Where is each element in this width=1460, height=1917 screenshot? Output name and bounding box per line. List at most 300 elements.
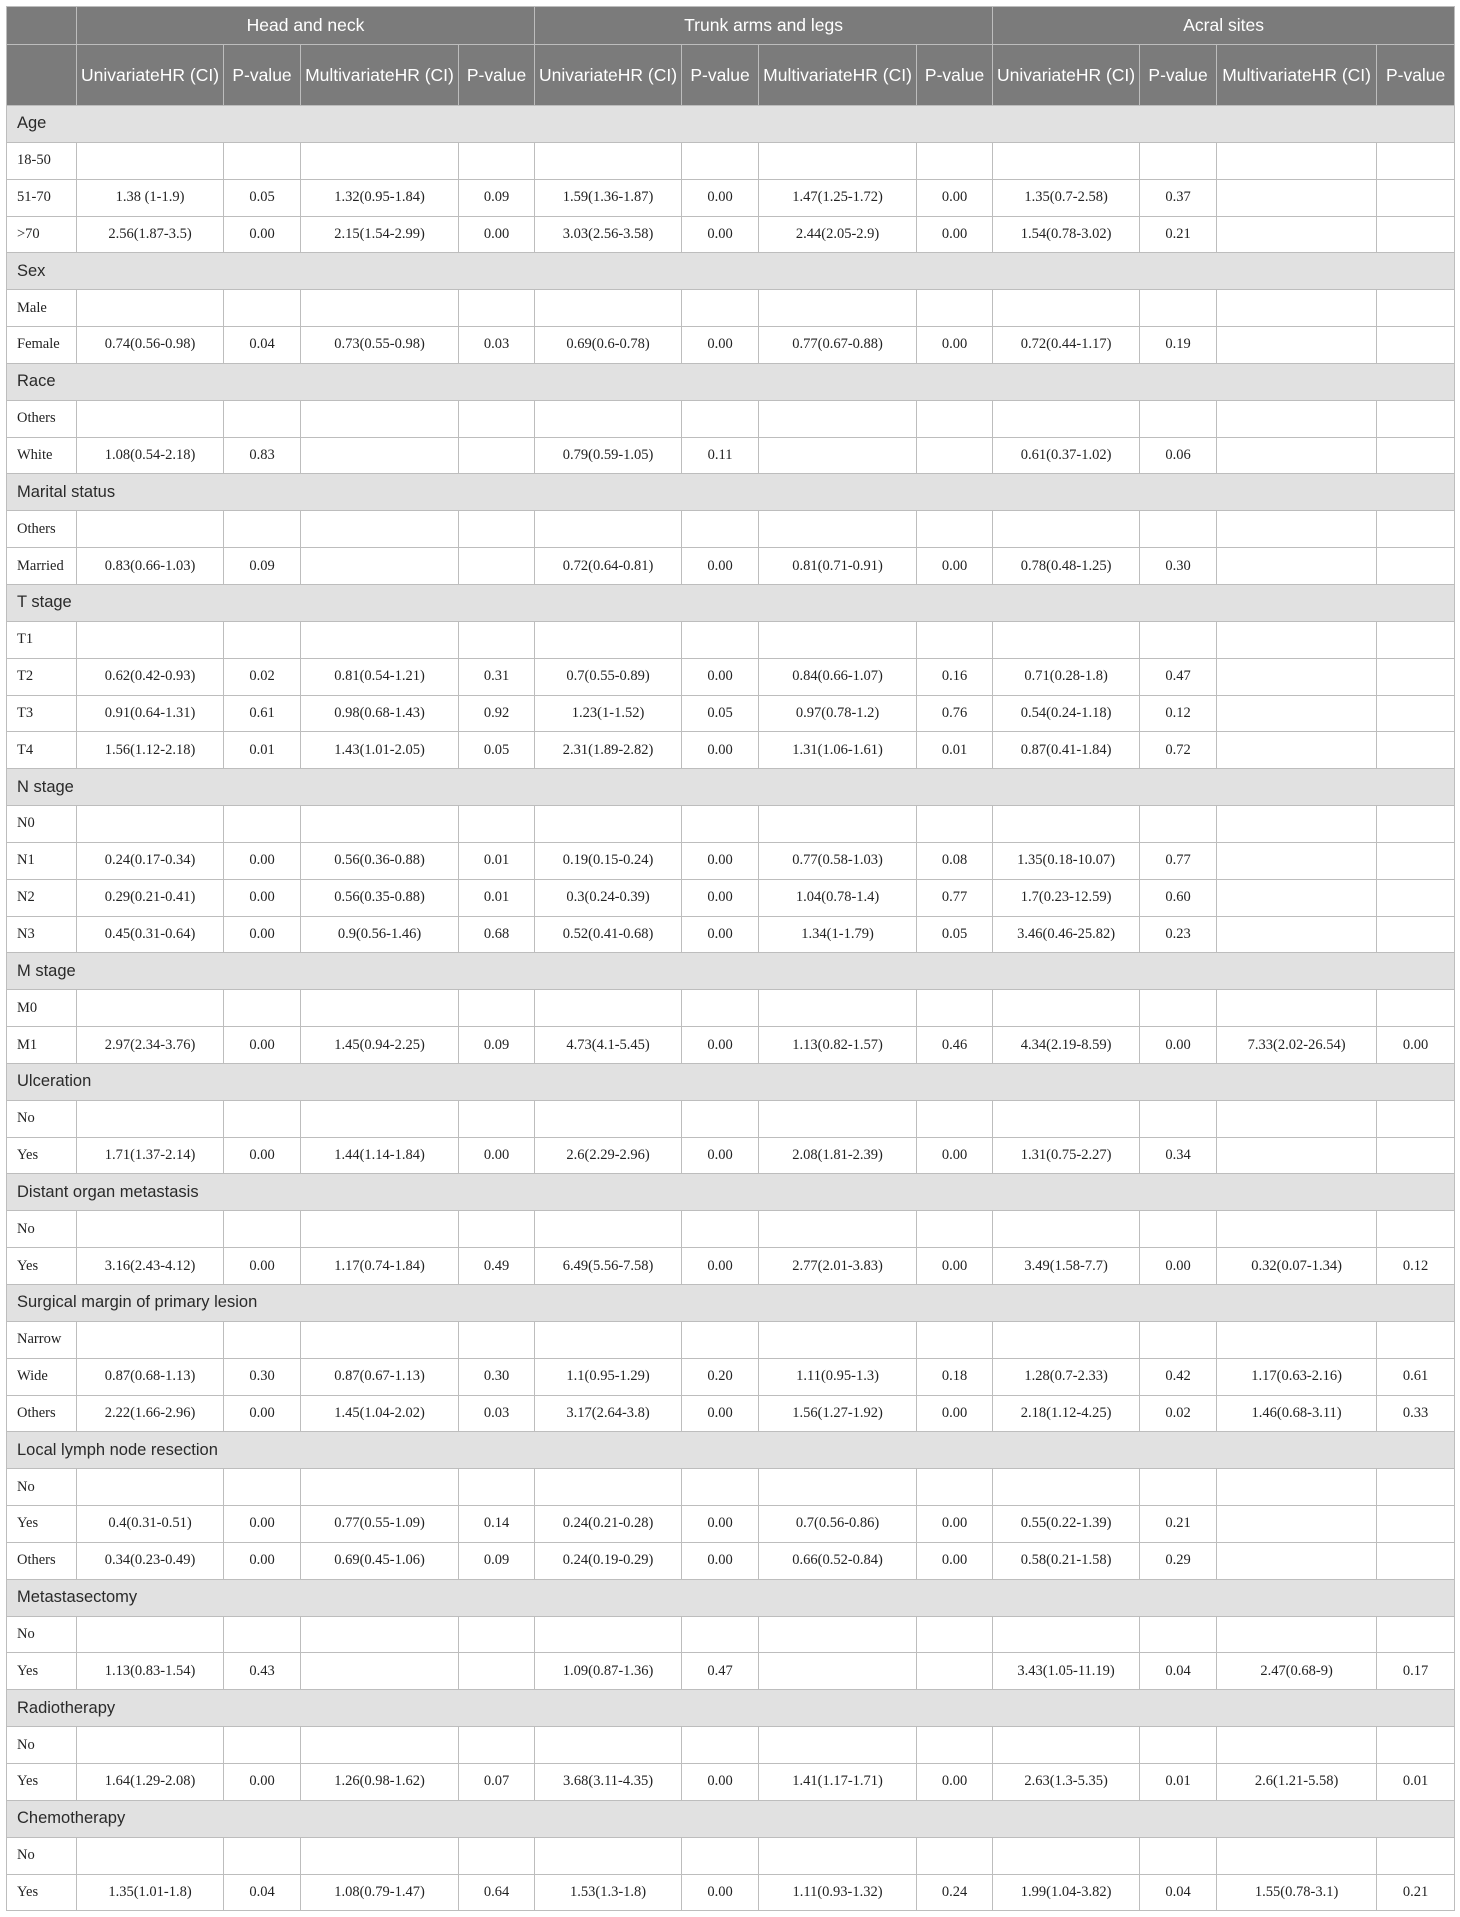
p-value-cell xyxy=(1377,842,1455,879)
hr-ci-cell: 0.56(0.35-0.88) xyxy=(301,879,459,916)
p-value-cell: 0.00 xyxy=(917,1395,993,1432)
section-header-row xyxy=(7,584,1455,621)
hr-ci-cell: 0.24(0.17-0.34) xyxy=(77,842,224,879)
row-label: No xyxy=(7,1469,77,1506)
hr-ci-cell: 1.46(0.68-3.11) xyxy=(1217,1395,1377,1432)
p-value-cell: 0.43 xyxy=(224,1653,301,1690)
hr-ci-cell xyxy=(759,1211,917,1248)
hr-ci-cell: 0.34(0.23-0.49) xyxy=(77,1542,224,1579)
p-value-cell xyxy=(682,1727,759,1764)
p-value-cell xyxy=(682,1616,759,1653)
p-value-cell xyxy=(459,1321,535,1358)
row-label: White xyxy=(7,437,77,474)
p-value-cell xyxy=(917,437,993,474)
p-value-cell xyxy=(682,142,759,179)
p-value-cell: 0.77 xyxy=(917,879,993,916)
header-corner xyxy=(7,7,77,45)
p-value-cell xyxy=(1140,511,1217,548)
hr-ci-cell xyxy=(1217,1837,1377,1874)
p-value-cell xyxy=(224,290,301,327)
col-multivariate-hr: MultivariateHR (CI) xyxy=(301,45,459,106)
hr-ci-cell xyxy=(301,437,459,474)
hr-ci-cell xyxy=(301,1616,459,1653)
p-value-cell: 0.61 xyxy=(1377,1358,1455,1395)
section-header-row xyxy=(7,253,1455,290)
p-value-cell xyxy=(1377,400,1455,437)
hr-ci-cell: 0.69(0.45-1.06) xyxy=(301,1542,459,1579)
p-value-cell: 0.64 xyxy=(459,1874,535,1911)
hr-ci-cell: 3.68(3.11-4.35) xyxy=(535,1763,682,1800)
table-row xyxy=(7,216,1455,253)
hr-ci-cell xyxy=(1217,290,1377,327)
p-value-cell: 0.00 xyxy=(682,916,759,953)
hr-ci-cell xyxy=(1217,327,1377,364)
p-value-cell: 0.00 xyxy=(224,1506,301,1543)
hr-ci-cell xyxy=(535,1727,682,1764)
p-value-cell xyxy=(1377,658,1455,695)
p-value-cell xyxy=(917,1837,993,1874)
hr-ci-cell xyxy=(993,1469,1140,1506)
hr-ci-cell xyxy=(759,1653,917,1690)
p-value-cell: 0.00 xyxy=(224,1248,301,1285)
hr-ci-cell: 1.31(1.06-1.61) xyxy=(759,732,917,769)
hr-ci-cell: 0.9(0.56-1.46) xyxy=(301,916,459,953)
p-value-cell: 0.04 xyxy=(1140,1653,1217,1690)
hr-ci-cell: 0.87(0.67-1.13) xyxy=(301,1358,459,1395)
hr-ci-cell xyxy=(77,400,224,437)
col-p-value: P-value xyxy=(917,45,993,106)
p-value-cell xyxy=(1377,1837,1455,1874)
p-value-cell xyxy=(1377,1616,1455,1653)
section-header-row xyxy=(7,1285,1455,1322)
p-value-cell: 0.46 xyxy=(917,1027,993,1064)
p-value-cell: 0.09 xyxy=(459,1542,535,1579)
hr-ci-cell xyxy=(1217,1137,1377,1174)
table-row xyxy=(7,621,1455,658)
p-value-cell: 0.00 xyxy=(682,658,759,695)
p-value-cell: 0.00 xyxy=(682,842,759,879)
table-row xyxy=(7,1027,1455,1064)
p-value-cell xyxy=(1377,1100,1455,1137)
hr-ci-cell xyxy=(993,990,1140,1027)
section-header-row xyxy=(7,1063,1455,1100)
hr-ci-cell: 2.6(2.29-2.96) xyxy=(535,1137,682,1174)
p-value-cell xyxy=(1377,1727,1455,1764)
hr-ci-cell: 1.56(1.27-1.92) xyxy=(759,1395,917,1432)
table-body xyxy=(7,106,1455,1911)
p-value-cell xyxy=(1377,1211,1455,1248)
p-value-cell: 0.47 xyxy=(1140,658,1217,695)
col-univariate-hr: UnivariateHR (CI) xyxy=(535,45,682,106)
p-value-cell xyxy=(459,437,535,474)
hr-ci-cell xyxy=(301,511,459,548)
row-label: M0 xyxy=(7,990,77,1027)
hr-ci-cell: 2.44(2.05-2.9) xyxy=(759,216,917,253)
table-row xyxy=(7,327,1455,364)
hr-ci-cell: 0.83(0.66-1.03) xyxy=(77,548,224,585)
hr-ci-cell: 1.04(0.78-1.4) xyxy=(759,879,917,916)
table-row xyxy=(7,548,1455,585)
p-value-cell xyxy=(917,1100,993,1137)
p-value-cell xyxy=(917,1727,993,1764)
p-value-cell: 0.00 xyxy=(224,1395,301,1432)
hr-ci-cell: 0.81(0.54-1.21) xyxy=(301,658,459,695)
p-value-cell: 0.92 xyxy=(459,695,535,732)
hr-ci-cell: 0.73(0.55-0.98) xyxy=(301,327,459,364)
row-label: 18-50 xyxy=(7,142,77,179)
hr-ci-cell xyxy=(759,1321,917,1358)
section-title: T stage xyxy=(7,584,1455,621)
p-value-cell: 0.29 xyxy=(1140,1542,1217,1579)
hr-ci-cell: 2.22(1.66-2.96) xyxy=(77,1395,224,1432)
p-value-cell: 0.11 xyxy=(682,437,759,474)
hr-ci-cell xyxy=(535,990,682,1027)
hr-ci-cell: 2.6(1.21-5.58) xyxy=(1217,1763,1377,1800)
section-header-row xyxy=(7,1174,1455,1211)
hr-ci-cell: 0.98(0.68-1.43) xyxy=(301,695,459,732)
hr-ci-cell: 1.23(1-1.52) xyxy=(535,695,682,732)
p-value-cell: 0.00 xyxy=(224,1542,301,1579)
p-value-cell xyxy=(682,290,759,327)
p-value-cell: 0.76 xyxy=(917,695,993,732)
hr-ci-cell: 0.78(0.48-1.25) xyxy=(993,548,1140,585)
section-header-row xyxy=(7,1800,1455,1837)
hr-ci-cell: 0.77(0.55-1.09) xyxy=(301,1506,459,1543)
hr-ci-cell: 1.71(1.37-2.14) xyxy=(77,1137,224,1174)
p-value-cell xyxy=(1140,400,1217,437)
p-value-cell: 0.09 xyxy=(224,548,301,585)
hr-ci-cell xyxy=(759,400,917,437)
p-value-cell xyxy=(917,142,993,179)
p-value-cell xyxy=(682,990,759,1027)
section-header-row xyxy=(7,363,1455,400)
p-value-cell xyxy=(1140,1100,1217,1137)
hr-ci-cell xyxy=(301,621,459,658)
hr-ci-cell: 3.49(1.58-7.7) xyxy=(993,1248,1140,1285)
hr-ci-cell xyxy=(759,511,917,548)
hr-ci-cell xyxy=(993,1727,1140,1764)
p-value-cell: 0.07 xyxy=(459,1763,535,1800)
p-value-cell: 0.23 xyxy=(1140,916,1217,953)
hr-ci-cell: 1.44(1.14-1.84) xyxy=(301,1137,459,1174)
hr-ci-cell xyxy=(301,806,459,843)
hr-ci-cell: 1.41(1.17-1.71) xyxy=(759,1763,917,1800)
p-value-cell: 0.31 xyxy=(459,658,535,695)
p-value-cell: 0.05 xyxy=(917,916,993,953)
hr-ci-cell: 1.31(0.75-2.27) xyxy=(993,1137,1140,1174)
table-row xyxy=(7,511,1455,548)
p-value-cell: 0.00 xyxy=(224,842,301,879)
hr-ci-cell: 1.59(1.36-1.87) xyxy=(535,179,682,216)
p-value-cell: 0.00 xyxy=(1140,1248,1217,1285)
group-header-trunk: Trunk arms and legs xyxy=(535,7,993,45)
p-value-cell: 0.00 xyxy=(682,1506,759,1543)
hr-ci-cell: 0.72(0.64-0.81) xyxy=(535,548,682,585)
p-value-cell: 0.00 xyxy=(224,916,301,953)
table-row xyxy=(7,1653,1455,1690)
row-label: Male xyxy=(7,290,77,327)
row-label: Yes xyxy=(7,1506,77,1543)
p-value-cell: 0.00 xyxy=(917,179,993,216)
hr-ci-cell xyxy=(993,142,1140,179)
p-value-cell xyxy=(682,1837,759,1874)
section-title: Sex xyxy=(7,253,1455,290)
hr-ci-cell: 0.77(0.58-1.03) xyxy=(759,842,917,879)
p-value-cell xyxy=(459,1211,535,1248)
hr-ci-cell xyxy=(535,806,682,843)
p-value-cell xyxy=(224,142,301,179)
hr-ci-cell xyxy=(1217,806,1377,843)
p-value-cell xyxy=(917,290,993,327)
header-group-row xyxy=(7,7,1455,45)
section-title: Local lymph node resection xyxy=(7,1432,1455,1469)
hr-ci-cell xyxy=(1217,1100,1377,1137)
row-label: Yes xyxy=(7,1763,77,1800)
hr-ci-cell: 4.73(4.1-5.45) xyxy=(535,1027,682,1064)
hr-ci-cell xyxy=(759,437,917,474)
row-label: Female xyxy=(7,327,77,364)
p-value-cell xyxy=(1140,142,1217,179)
hr-ci-cell: 1.35(0.18-10.07) xyxy=(993,842,1140,879)
hr-ci-cell xyxy=(759,621,917,658)
p-value-cell: 0.47 xyxy=(682,1653,759,1690)
hr-ci-cell: 0.32(0.07-1.34) xyxy=(1217,1248,1377,1285)
hr-ci-cell xyxy=(993,621,1140,658)
hr-ci-cell xyxy=(993,1211,1140,1248)
hr-ci-cell: 1.54(0.78-3.02) xyxy=(993,216,1140,253)
hr-ci-cell xyxy=(1217,732,1377,769)
p-value-cell xyxy=(224,990,301,1027)
p-value-cell xyxy=(917,1469,993,1506)
hr-ci-cell xyxy=(993,1837,1140,1874)
p-value-cell xyxy=(1377,548,1455,585)
hr-ci-cell xyxy=(1217,1211,1377,1248)
p-value-cell: 0.00 xyxy=(682,548,759,585)
table-row xyxy=(7,1874,1455,1911)
hr-ci-cell xyxy=(1217,842,1377,879)
hr-ci-cell: 0.66(0.52-0.84) xyxy=(759,1542,917,1579)
p-value-cell: 0.04 xyxy=(224,1874,301,1911)
hr-ci-cell xyxy=(301,1211,459,1248)
hr-ci-cell: 2.77(2.01-3.83) xyxy=(759,1248,917,1285)
hr-ci-cell: 0.55(0.22-1.39) xyxy=(993,1506,1140,1543)
p-value-cell xyxy=(1377,1469,1455,1506)
p-value-cell: 0.21 xyxy=(1140,1506,1217,1543)
table-row xyxy=(7,1763,1455,1800)
p-value-cell: 0.21 xyxy=(1377,1874,1455,1911)
p-value-cell xyxy=(459,1616,535,1653)
hr-ci-cell xyxy=(535,621,682,658)
table-row xyxy=(7,658,1455,695)
hr-ci-cell: 0.29(0.21-0.41) xyxy=(77,879,224,916)
col-multivariate-hr: MultivariateHR (CI) xyxy=(759,45,917,106)
hr-ci-cell: 0.97(0.78-1.2) xyxy=(759,695,917,732)
hr-ci-cell: 0.7(0.56-0.86) xyxy=(759,1506,917,1543)
hr-ci-cell: 1.13(0.83-1.54) xyxy=(77,1653,224,1690)
p-value-cell xyxy=(459,806,535,843)
row-label: No xyxy=(7,1727,77,1764)
hr-ci-cell: 0.87(0.41-1.84) xyxy=(993,732,1140,769)
p-value-cell xyxy=(1140,1211,1217,1248)
hr-ci-cell xyxy=(759,990,917,1027)
header-corner-sub xyxy=(7,45,77,106)
table-row xyxy=(7,916,1455,953)
hr-ci-cell: 0.54(0.24-1.18) xyxy=(993,695,1140,732)
p-value-cell: 0.00 xyxy=(917,216,993,253)
p-value-cell xyxy=(1377,990,1455,1027)
row-label: Others xyxy=(7,1542,77,1579)
table-row xyxy=(7,1137,1455,1174)
hr-ci-cell: 0.7(0.55-0.89) xyxy=(535,658,682,695)
p-value-cell xyxy=(459,621,535,658)
hr-ci-cell: 0.4(0.31-0.51) xyxy=(77,1506,224,1543)
hr-ci-cell: 4.34(2.19-8.59) xyxy=(993,1027,1140,1064)
section-title: Metastasectomy xyxy=(7,1579,1455,1616)
p-value-cell: 0.05 xyxy=(682,695,759,732)
p-value-cell xyxy=(1140,1469,1217,1506)
hr-ci-cell: 2.63(1.3-5.35) xyxy=(993,1763,1140,1800)
p-value-cell xyxy=(459,1653,535,1690)
p-value-cell: 0.00 xyxy=(682,1763,759,1800)
hr-ci-cell: 1.53(1.3-1.8) xyxy=(535,1874,682,1911)
table-row xyxy=(7,879,1455,916)
hr-ci-cell: 0.45(0.31-0.64) xyxy=(77,916,224,953)
hr-ci-cell xyxy=(759,1100,917,1137)
p-value-cell xyxy=(1377,142,1455,179)
p-value-cell: 0.02 xyxy=(1140,1395,1217,1432)
p-value-cell: 0.68 xyxy=(459,916,535,953)
p-value-cell: 0.00 xyxy=(682,1542,759,1579)
hr-ci-cell: 0.77(0.67-0.88) xyxy=(759,327,917,364)
hr-ci-cell: 0.52(0.41-0.68) xyxy=(535,916,682,953)
hr-ci-cell xyxy=(535,400,682,437)
p-value-cell: 0.00 xyxy=(682,1874,759,1911)
hr-ci-cell: 1.64(1.29-2.08) xyxy=(77,1763,224,1800)
row-label: Yes xyxy=(7,1248,77,1285)
hr-ci-cell: 1.34(1-1.79) xyxy=(759,916,917,953)
p-value-cell xyxy=(224,1616,301,1653)
hr-ci-cell: 1.11(0.95-1.3) xyxy=(759,1358,917,1395)
hr-ci-cell: 3.43(1.05-11.19) xyxy=(993,1653,1140,1690)
p-value-cell: 0.00 xyxy=(224,216,301,253)
p-value-cell xyxy=(224,1321,301,1358)
hr-ci-cell: 0.24(0.21-0.28) xyxy=(535,1506,682,1543)
p-value-cell xyxy=(682,1211,759,1248)
p-value-cell xyxy=(1377,216,1455,253)
section-title: Marital status xyxy=(7,474,1455,511)
p-value-cell xyxy=(1140,1727,1217,1764)
p-value-cell: 0.00 xyxy=(224,1027,301,1064)
hr-ci-cell: 1.45(1.04-2.02) xyxy=(301,1395,459,1432)
hr-ci-cell xyxy=(1217,658,1377,695)
p-value-cell xyxy=(1377,1321,1455,1358)
p-value-cell: 0.08 xyxy=(917,842,993,879)
p-value-cell: 0.02 xyxy=(224,658,301,695)
p-value-cell xyxy=(682,400,759,437)
table-row xyxy=(7,1211,1455,1248)
row-label: N1 xyxy=(7,842,77,879)
row-label: >70 xyxy=(7,216,77,253)
hr-ci-cell xyxy=(301,1321,459,1358)
hr-ci-cell xyxy=(1217,621,1377,658)
p-value-cell xyxy=(1377,732,1455,769)
section-header-row xyxy=(7,474,1455,511)
row-label: T2 xyxy=(7,658,77,695)
section-header-row xyxy=(7,1690,1455,1727)
p-value-cell: 0.30 xyxy=(459,1358,535,1395)
hr-ci-cell xyxy=(1217,1616,1377,1653)
hr-ci-cell xyxy=(1217,990,1377,1027)
p-value-cell: 0.00 xyxy=(682,179,759,216)
hr-ci-cell xyxy=(77,806,224,843)
hr-ci-cell xyxy=(77,1837,224,1874)
hr-ci-cell xyxy=(77,990,224,1027)
p-value-cell xyxy=(917,1616,993,1653)
hr-ci-cell xyxy=(1217,179,1377,216)
p-value-cell: 0.00 xyxy=(224,1137,301,1174)
p-value-cell: 0.00 xyxy=(917,1137,993,1174)
hr-ci-cell: 1.13(0.82-1.57) xyxy=(759,1027,917,1064)
table-row xyxy=(7,179,1455,216)
hr-ci-cell xyxy=(759,1469,917,1506)
hr-ci-cell xyxy=(993,1616,1140,1653)
p-value-cell xyxy=(682,806,759,843)
p-value-cell: 0.49 xyxy=(459,1248,535,1285)
p-value-cell xyxy=(459,290,535,327)
row-label: No xyxy=(7,1616,77,1653)
hr-ci-cell: 1.26(0.98-1.62) xyxy=(301,1763,459,1800)
p-value-cell xyxy=(1377,290,1455,327)
hr-ci-cell: 0.81(0.71-0.91) xyxy=(759,548,917,585)
hr-ci-cell: 2.08(1.81-2.39) xyxy=(759,1137,917,1174)
p-value-cell xyxy=(917,511,993,548)
hr-ci-cell xyxy=(535,142,682,179)
hr-ci-cell xyxy=(1217,1469,1377,1506)
p-value-cell: 0.00 xyxy=(459,216,535,253)
hr-ci-cell: 1.47(1.25-1.72) xyxy=(759,179,917,216)
hr-ci-cell: 1.32(0.95-1.84) xyxy=(301,179,459,216)
p-value-cell: 0.00 xyxy=(917,327,993,364)
p-value-cell xyxy=(1377,327,1455,364)
p-value-cell: 0.06 xyxy=(1140,437,1217,474)
p-value-cell: 0.34 xyxy=(1140,1137,1217,1174)
p-value-cell: 0.03 xyxy=(459,1395,535,1432)
section-title: M stage xyxy=(7,953,1455,990)
hr-ci-cell: 2.56(1.87-3.5) xyxy=(77,216,224,253)
p-value-cell: 0.04 xyxy=(224,327,301,364)
row-label: T1 xyxy=(7,621,77,658)
hr-ci-cell: 0.72(0.44-1.17) xyxy=(993,327,1140,364)
p-value-cell xyxy=(682,1100,759,1137)
p-value-cell: 0.01 xyxy=(1140,1763,1217,1800)
hr-ci-cell: 2.47(0.68-9) xyxy=(1217,1653,1377,1690)
p-value-cell: 0.17 xyxy=(1377,1653,1455,1690)
p-value-cell xyxy=(682,511,759,548)
table-row xyxy=(7,1542,1455,1579)
hr-ci-cell xyxy=(77,142,224,179)
hr-ci-cell xyxy=(77,1616,224,1653)
hr-ci-cell: 0.87(0.68-1.13) xyxy=(77,1358,224,1395)
p-value-cell xyxy=(917,1653,993,1690)
row-label: T3 xyxy=(7,695,77,732)
row-label: N2 xyxy=(7,879,77,916)
p-value-cell xyxy=(459,990,535,1027)
group-header-acral: Acral sites xyxy=(993,7,1455,45)
p-value-cell xyxy=(917,990,993,1027)
p-value-cell: 0.00 xyxy=(917,1542,993,1579)
p-value-cell: 0.77 xyxy=(1140,842,1217,879)
section-header-row xyxy=(7,106,1455,143)
